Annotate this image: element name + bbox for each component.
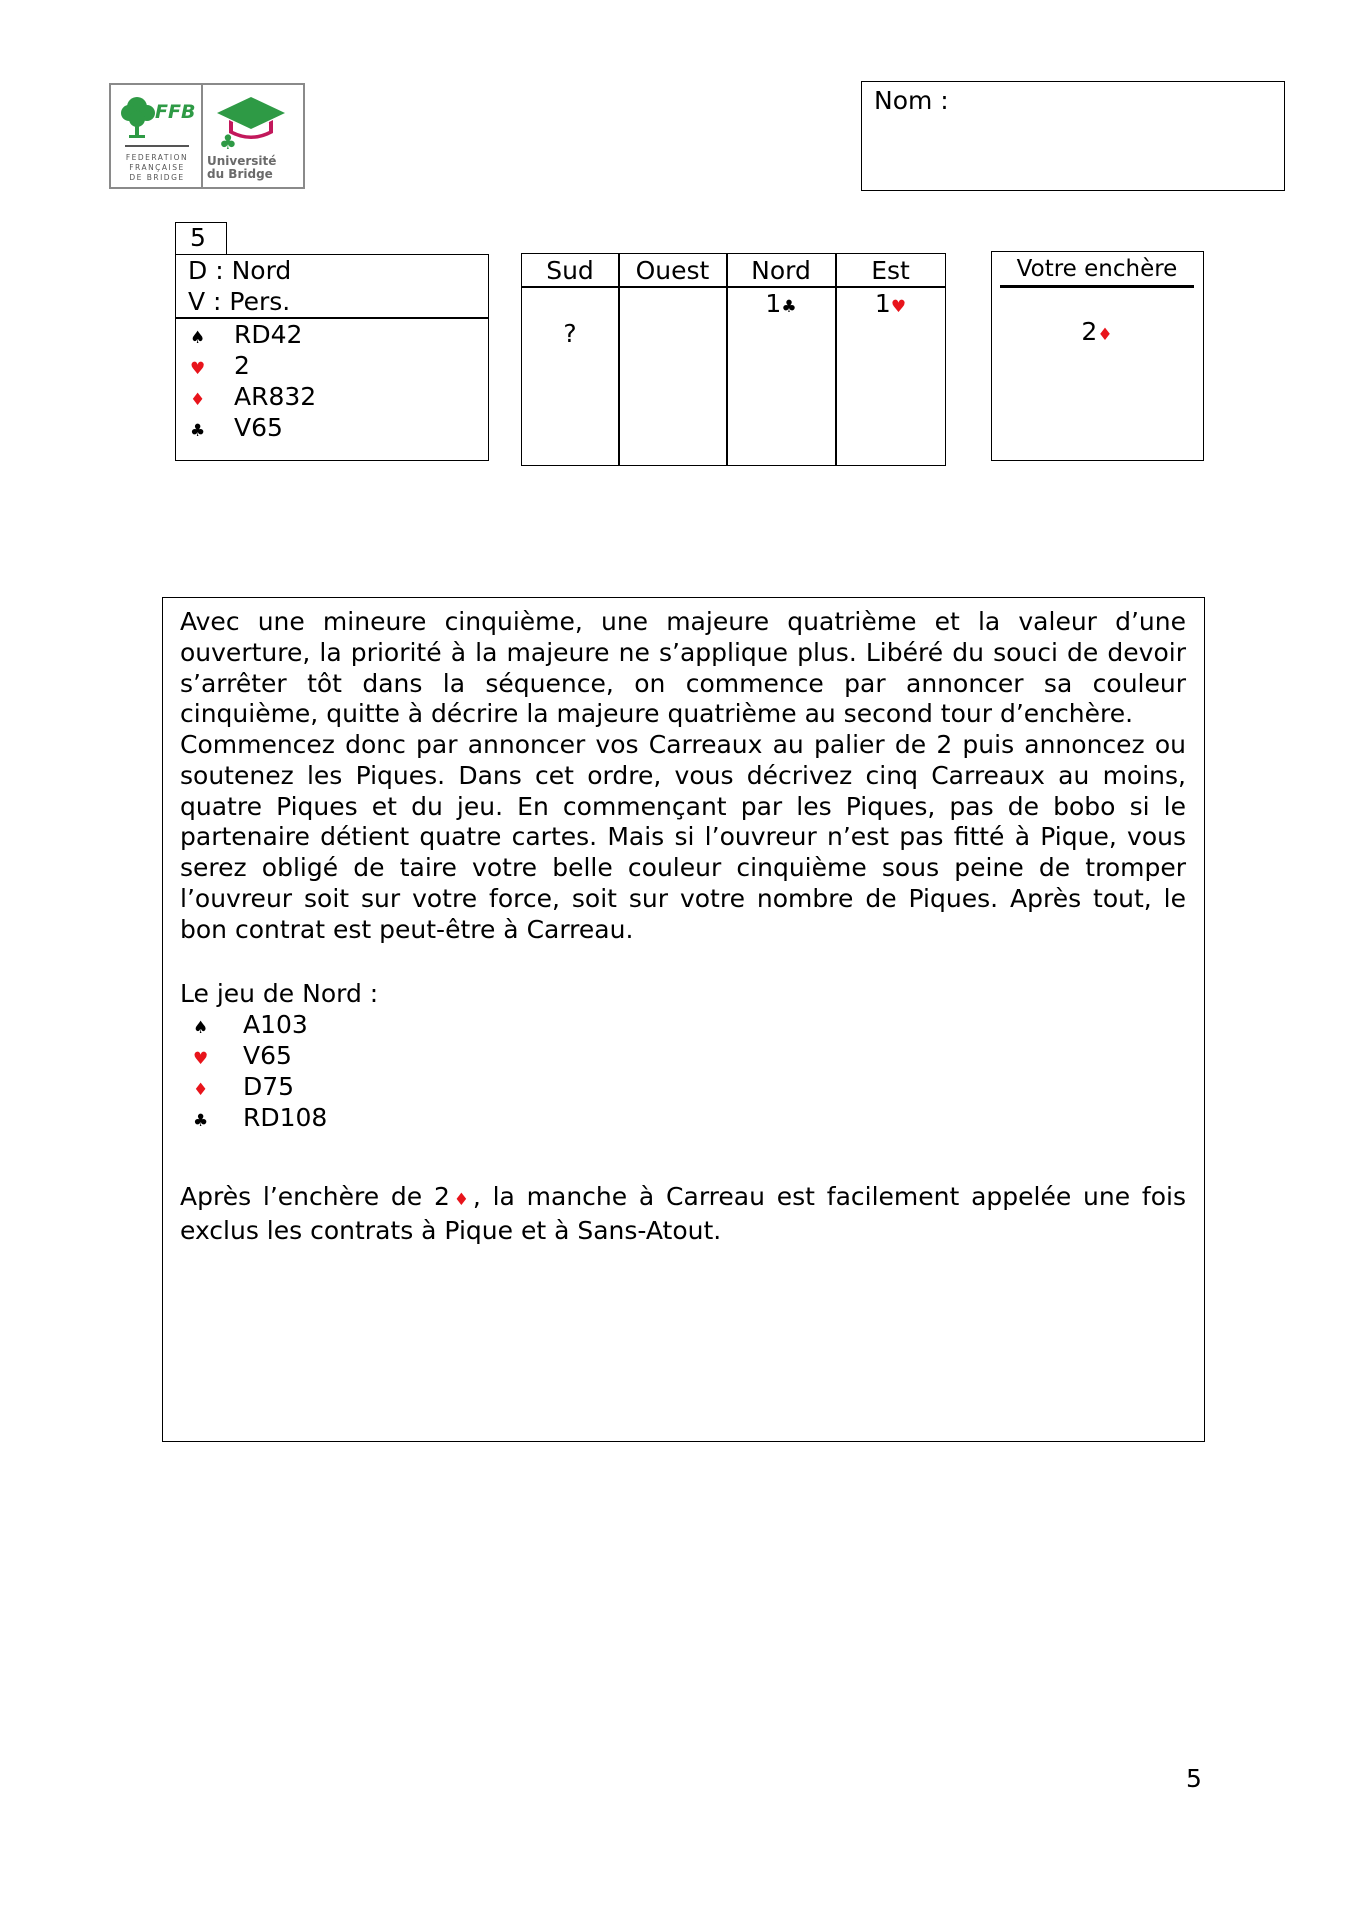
bidding-header-est: Est	[871, 256, 910, 285]
north-row-hearts	[193, 1040, 292, 1071]
commentary-paragraph-2: Commencez donc par annoncer vos Carreaux au palier de 2 puis annoncez ou soutenez les Piques. Dans cet ordre, vous décrivez cinq Carreaux au moins, quatre Piques et du jeu. En commençant par les Piques, pas de bobo si le partenaire détient quatre cartes. Mais si l’ouvreur n’est pas fitté à Pique, vous serez obligé de taire votre belle couleur cinquième sous peine de tromper l’ouvreur soit sur votre force, soit sur votre nombre de Piques. Après tout, le bon contrat est peut-être à Carreau.	[180, 730, 1186, 944]
north-hand-title: Le jeu de Nord :	[180, 979, 379, 1008]
logo-universite	[207, 155, 303, 181]
commentary-paragraph-1: Avec une mineure cinquième, une majeure quatrième et la valeur d’une ouverture, la priorité à la majeure ne s’applique plus. Libéré du souci de devoir s’arrêter tôt dans la séquence, on commence par annoncer sa couleur cinquième, quitte à décrire la majeure quatrième au second tour d’enchère.	[180, 607, 1186, 729]
bid-level: 2	[1081, 317, 1098, 346]
north-cards: D75	[243, 1072, 295, 1101]
diamond-icon: ♦	[190, 390, 206, 410]
hand-row-spades	[190, 319, 302, 350]
logo-federation-line3: DE BRIDGE	[129, 173, 185, 182]
logo-federation-line1: FEDERATION	[125, 153, 189, 162]
logo-separator	[201, 85, 203, 187]
hand-cards: RD42	[234, 320, 303, 349]
north-row-diamonds	[193, 1071, 294, 1102]
answer-title: Votre enchère	[1016, 256, 1178, 282]
heart-icon: ♥	[190, 359, 206, 379]
hand-box	[175, 254, 489, 461]
name-label: Nom :	[874, 86, 949, 115]
svg-text:♣: ♣	[219, 130, 237, 151]
hand-cards: 2	[234, 351, 250, 380]
north-row-spades	[193, 1009, 308, 1040]
heart-icon: ♥	[890, 297, 907, 317]
bidding-header-ouest: Ouest	[635, 256, 710, 285]
north-cards: V65	[243, 1041, 292, 1070]
spade-icon: ♠	[190, 328, 206, 348]
conclusion-start: Après l’enchère de 2	[180, 1182, 450, 1211]
north-row-clubs	[193, 1102, 327, 1133]
commentary-conclusion	[180, 1182, 1186, 1247]
ffb-wordmark: FFB	[155, 101, 196, 123]
bid-level: 1	[765, 289, 782, 318]
hand-row-clubs	[190, 412, 283, 443]
bid-nord	[727, 288, 835, 323]
north-cards: A103	[243, 1010, 308, 1039]
hand-cards: AR832	[234, 382, 317, 411]
hand-row-hearts	[190, 350, 250, 381]
deal-number: 5	[175, 222, 227, 255]
club-icon: ♣	[190, 421, 206, 441]
hand-cards: V65	[234, 413, 283, 442]
name-field[interactable]	[861, 81, 1285, 191]
commentary-box	[162, 597, 1205, 1442]
club-icon: ♣	[781, 297, 797, 317]
logo-federation-line2: FRANÇAISE	[129, 163, 185, 172]
north-cards: RD108	[243, 1103, 328, 1132]
diamond-icon: ♦	[193, 1080, 209, 1100]
club-icon: ♣	[193, 1111, 209, 1131]
hand-row-diamonds	[190, 381, 316, 412]
answer-title-rule	[1000, 285, 1194, 288]
bid-sud: ?	[563, 319, 577, 348]
bidding-header-sud: Sud	[546, 256, 594, 285]
bidding-table	[521, 253, 946, 466]
ffb-logo	[109, 83, 305, 189]
dealer: D : Nord	[188, 256, 292, 285]
vulnerability: V : Pers.	[188, 287, 291, 316]
bid-est	[836, 288, 945, 323]
logo-universite-line1: Université	[207, 154, 277, 168]
diamond-icon: ♦	[449, 1190, 473, 1210]
logo-universite-line2: du Bridge	[207, 167, 273, 181]
bidding-header-nord: Nord	[751, 256, 811, 285]
diamond-icon: ♦	[1097, 325, 1113, 345]
conclusion-end: , la manche à Carreau est facilement appelée une fois exclus les contrats à Pique et à Sans-Atout.	[180, 1182, 1186, 1245]
logo-divider	[125, 145, 189, 147]
answer-bid	[992, 316, 1202, 351]
answer-box	[991, 251, 1204, 461]
bid-level: 1	[874, 289, 891, 318]
heart-icon: ♥	[193, 1049, 209, 1069]
page-number: 5	[1186, 1764, 1202, 1793]
graduation-cap-icon	[211, 93, 291, 151]
spade-icon: ♠	[193, 1018, 209, 1038]
